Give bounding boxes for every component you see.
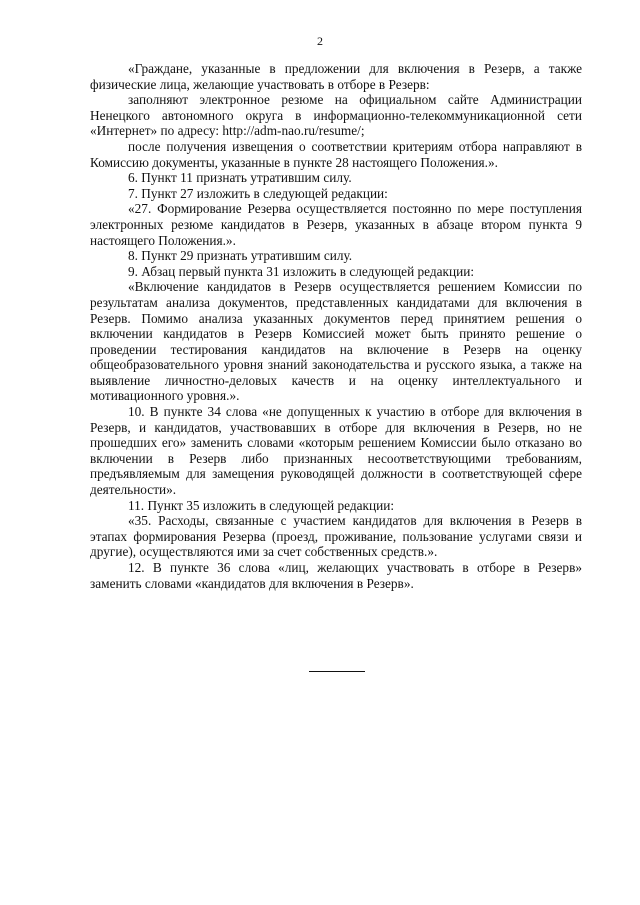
paragraph: 9. Абзац первый пункта 31 изложить в следующей редакции: — [128, 263, 475, 279]
paragraph: 8. Пункт 29 признать утратившим силу. — [128, 248, 353, 264]
paragraph: «35. Расходы, связанные с участием кандидатов для включения в Резерв в этапах формирования Резерва (проезд, проживание, пользование услугами связи и другие), осуществляются ими за счет собственных средств.». — [90, 513, 582, 560]
paragraph: 7. Пункт 27 изложить в следующей редакции: — [128, 185, 388, 201]
paragraph: заполняют электронное резюме на официальном сайте Администрации Ненецкого автономного округа в информационно-телекоммуникационной сети «Интернет» по адресу: http://adm-nao.ru/resume/; — [90, 92, 582, 139]
end-divider — [309, 671, 365, 672]
paragraph: «27. Формирование Резерва осуществляется постоянно по мере поступления электронных резюме кандидатов в Резерв, указанных в абзаце втором пункта 9 настоящего Положения.». — [90, 201, 582, 248]
paragraph: 10. В пункте 34 слова «не допущенных к участию в отборе для включения в Резерв, и кандидатов, участвовавших в отборе для включения в Резерв, но не прошедших его» заменить словами «которым решением Комиссии было отказано во включении в Резерв либо признанных несоответствующими требованиям, предъявляемым для замещения руководящей должности в соответствующей сфере деятельности». — [90, 404, 582, 498]
page-number: 2 — [317, 34, 323, 48]
paragraph: 12. В пункте 36 слова «лиц, желающих участвовать в отборе в Резерв» заменить словами «кандидатов для включения в Резерв». — [90, 560, 582, 591]
paragraph: «Граждане, указанные в предложении для включения в Резерв, а также физические лица, желающие участвовать в отборе в Резерв: — [90, 61, 582, 92]
paragraph: «Включение кандидатов в Резерв осуществляется решением Комиссии по результатам анализа документов, представленных кандидатами для включения в Резерв. Помимо анализа указанных документов перед принятием решения о включении кандидатов в Резерв Комиссией может быть принято решение о проведении тестирования кандидатов на включение в Резерв на оценку общеобразовательного уровня знаний законодательства и русского языка, а также на выявление личностно-деловых качеств и на оценку интеллектуального и мотивационного уровня.». — [90, 279, 582, 404]
paragraph: 11. Пункт 35 изложить в следующей редакции: — [128, 497, 395, 513]
paragraph: 6. Пункт 11 признать утратившим силу. — [128, 170, 352, 186]
paragraph: после получения извещения о соответствии критериям отбора направляют в Комиссию документы, указанные в пункте 28 настоящего Положения.». — [90, 138, 582, 170]
document-body — [90, 61, 582, 591]
